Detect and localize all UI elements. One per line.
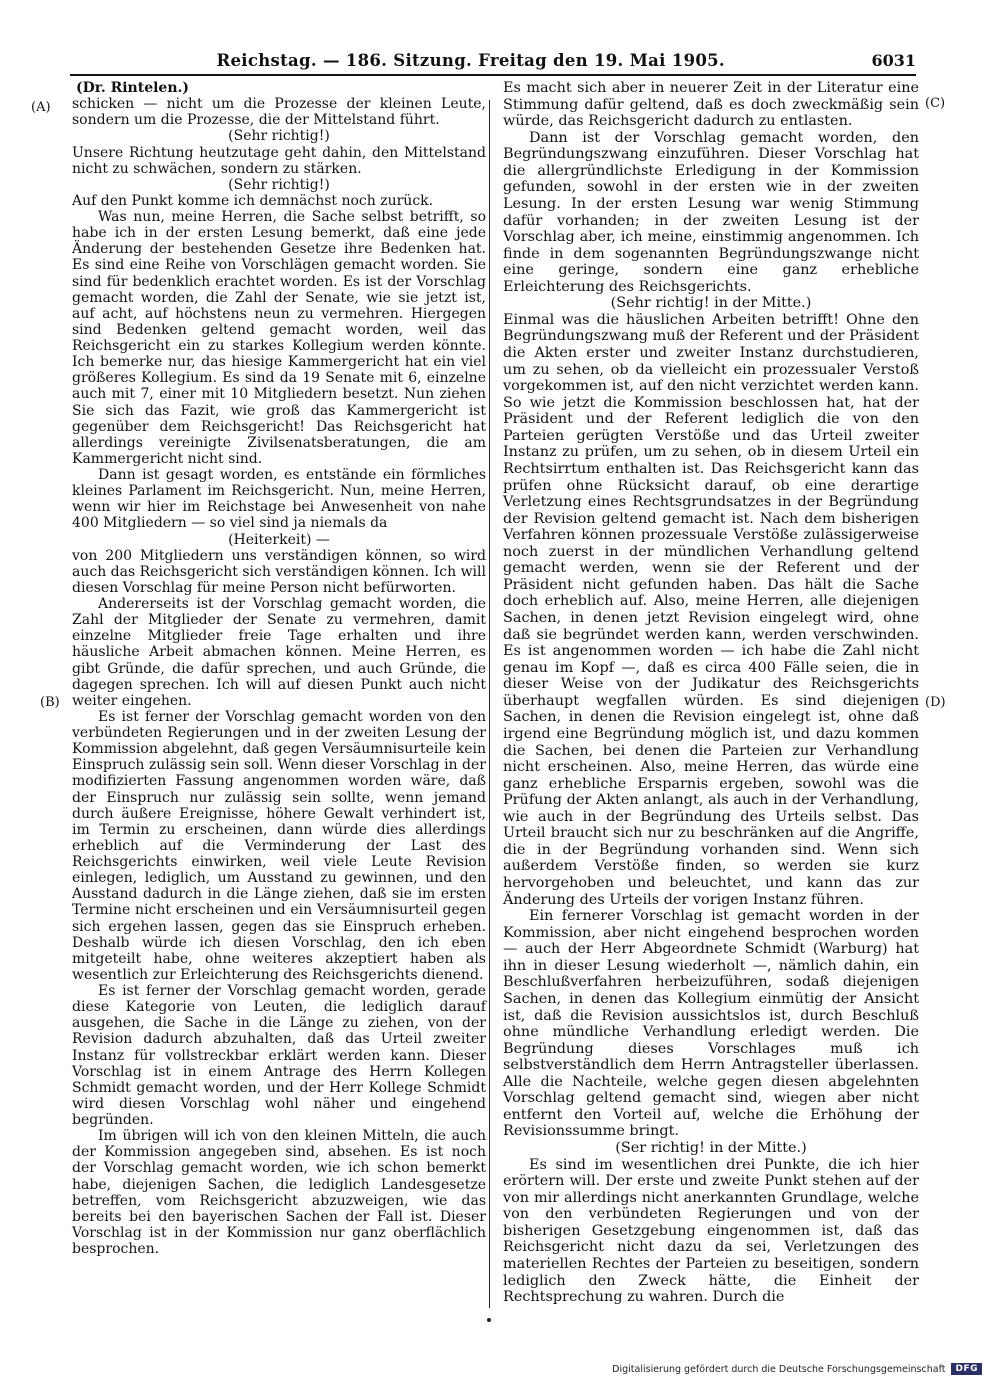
- interjection: (Sehr richtig!): [228, 128, 330, 145]
- paragraph: Es macht sich aber in neuerer Zeit in der Literatur eine Stimmung dafür geltend, daß es doch zweckmäßig sein würde, das Reichsgericht dadurch zu entlasten.: [503, 80, 919, 130]
- margin-marker-b: (B): [40, 695, 60, 710]
- page-number: 6031: [871, 51, 916, 70]
- paragraph: Andererseits ist der Vorschlag gemacht worden, die Zahl der Mitglieder der Senate zu vermehren, damit einzelne Mitglieder freie Tage erhalten und ihre häusliche Arbeit abmachen können. Meine Herren, es gibt Gründe, die dafür sprechen, und auch Gründe, die dagegen sprechen. Ich will auf diesen Punkt auch nicht weiter eingehen.: [72, 596, 486, 709]
- paragraph: Einmal was die häuslichen Arbeiten betrifft! Ohne den Begründungszwang muß der Referent und der Präsident die Akten erster und zweiter Instanz durchstudieren, um zu sehen, ob da vielleicht ein prozessualer Verstoß vorgekommen ist, auf den nicht verzichtet werden kann. So wie jetzt die Kommission beschlossen hat, hat der Präsident und der Referent lediglich die von den Parteien gerügten Verstöße und das Urteil zweiter Instanz zu prüfen, um zu sehen, ob in diesem Urteil ein Rechtsirrtum enthalten ist. Das Reichsgericht kann das prüfen ohne Rücksicht darauf, ob eine derartige Verletzung eines Rechtsgrundsatzes in der Begründung der Revision geltend gemacht ist. Nach dem bisherigen Verfahren können prozessuale Verstöße zulässigerweise noch zuerst in der mündlichen Verhandlung geltend gemacht werden, wenn sie der Referent und der Präsident nicht gefunden haben. Das hält die Sache doch erheblich auf. Also, meine Herren, alle diejenigen Sachen, in denen jetzt Revision eingelegt wird, ohne daß sie begründet werden kann, werden verschwinden. Es ist angenommen worden — ich habe die Zahl nicht genau im Kopf —, daß es circa 400 Fälle seien, die in dieser Weise von der Judikatur des Reichsgerichts überhaupt wegfallen würden. Es sind diejenigen Sachen, in denen die Revision eingelegt ist, ohne daß irgend eine Begründung möglich ist, und dazu kommen die Sachen, bei denen die Parteien zur Verhandlung nicht erscheinen. Also, meine Herren, das würde eine ganz erhebliche Ersparnis ergeben, sowohl was die Prüfung der Akten anlangt, als auch in der Verhandlung, wie auch in der Begründung des Urteils selbst. Das Urteil braucht sich nur zu beschränken auf die Angriffe, die in der Begründung vorhanden sind. Wenn sich außerdem Verstöße finden, so werden sie kurz hervorgehoben und beleuchtet, und kann das zur Änderung des Urteils der vorigen Instanz führen.: [503, 311, 919, 908]
- dfg-logo: DFG: [951, 1363, 982, 1375]
- margin-marker-d: (D): [925, 695, 946, 710]
- left-column: [72, 80, 486, 1257]
- paragraph: von 200 Mitgliedern uns verständigen können, so wird auch das Reichsgericht sich verständigen können. Ich will diesen Vorschlag für meine Person nicht befürworten.: [72, 547, 486, 596]
- paragraph: Es sind im wesentlichen drei Punkte, die ich hier erörtern will. Der erste und zweite Punkt stehen auf der von mir allerdings nicht anerkannten Grundlage, welche von den verbündeten Regierungen und von der bisherigen Gesetzgebung eingenommen ist, daß das Reichsgericht nicht dazu da sei, Verletzungen des materiellen Rechtes der Parteien zu beseitigen, sondern lediglich den Zweck hätte, die Einheit der Rechtsprechung zu wahren. Durch die: [503, 1156, 919, 1306]
- paragraph: Es ist ferner der Vorschlag gemacht worden von den verbündeten Regierungen und in der zweiten Lesung der Kommission abgelehnt, daß gegen Versäumnisurteile kein Einspruch zulässig sein soll. Wenn dieser Vorschlag in der modifizierten Fassung angenommen worden wäre, daß der Einspruch nur zulässig sein sollte, wenn jemand durch äußere Ereignisse, höhere Gewalt verhindert ist, im Termin zu erscheinen, dann würde dies allerdings erheblich auf die Verminderung der Last des Reichsgerichts einwirken, weil viele Leute Revision einlegen, lediglich, um Ausstand zu gewinnen, und den Ausstand dadurch in die Länge ziehen, daß sie im ersten Termine nicht erscheinen und ein Versäumnisurteil gegen sich ergehen lassen, gegen das sie Einspruch erheben. Deshalb würde ich diesen Vorschlag, den ich eben mitgeteilt habe, ohne weiteres akzeptiert haben als wesentlich zur Erleichterung des Reichsgerichts dienend.: [72, 708, 486, 983]
- page-footer: [612, 1363, 982, 1375]
- right-column: [503, 80, 919, 1306]
- paragraph: Dann ist der Vorschlag gemacht worden, den Begründungszwang einzuführen. Dieser Vorschlag hat die allergründlichste Erledigung in der Kommission gefunden, sowohl in der ersten wie in der zweiten Lesung. In der ersten Lesung war wenig Stimmung dafür vorhanden; in der zweiten Lesung ist der Vorschlag aber, ich meine, einstimmig angenommen. Ich finde in dem sogenannten Begründungszwange nicht eine geringe, sondern eine ganz erhebliche Erleichterung des Reichsgerichts.: [503, 129, 919, 295]
- paragraph: Dann ist gesagt worden, es entstände ein förmliches kleines Parlament im Reichsgericht. Nun, meine Herren, wenn wir hier im Reichstage bei Anwesenheit von nahe 400 Mitgliedern — so viel sind ja niemals da: [72, 467, 486, 532]
- paragraph: Was nun, meine Herren, die Sache selbst betrifft, so habe ich in der ersten Lesung bemerkt, daß eine jede Änderung der bestehenden Gesetze ihre Bedenken hat. Es sind eine Reihe von Vorschlägen gemacht worden. Sie sind für bedenklich erachtet worden. Es ist der Vorschlag gemacht worden, die Zahl der Senate, wie sie jetzt ist, auf acht, auf höchstens neun zu vermehren. Hiergegen sind Bedenken geltend gemacht worden, weil das Reichsgericht ein zu starkes Kollegium werden könnte. Ich bemerke nur, das hiesige Kammergericht hat ein viel größeres Kollegium. Es sind da 19 Senate mit 6, einzelne auch mit 7, einer mit 10 Mitgliedern besetzt. Nun ziehen Sie sich das Fazit, wie groß das Kammergericht ist gegenüber dem Reichsgericht! Das Reichsgericht hat allerdings vereinigte Zivilsenatsberatungen, die am Kammergericht nicht sind.: [72, 209, 486, 467]
- paragraph: Es ist ferner der Vorschlag gemacht worden, gerade diese Kategorie von Leuten, die lediglich darauf ausgehen, die Sache in die Länge zu ziehen, von der Revision dadurch abzuhalten, daß das Urteil zweiter Instanz für vollstreckbar erklärt werden kann. Dieser Vorschlag ist in einem Antrage des Herrn Kollegen Schmidt gemacht worden, und der Herr Kollege Schmidt wird diesen Vorschlag wohl näher und eingehend begründen.: [72, 983, 486, 1128]
- paragraph: Unsere Richtung heutzutage geht dahin, den Mittelstand nicht zu schwächen, sondern zu stärken.: [72, 144, 486, 177]
- paragraph: Ein fernerer Vorschlag ist gemacht worden in der Kommission, aber nicht eingehend besprochen worden — auch der Herr Abgeordnete Schmidt (Warburg) hat ihn in dieser Lesung wiederholt —, nämlich dahin, ein Beschlußverfahren herbeizuführen, sodaß diejenigen Sachen, in denen das Kollegium einmütig der Ansicht ist, daß die Revision aussichtslos ist, durch Beschluß ohne mündliche Verhandlung erledigt werden. Die Begründung dieses Vorschlages muß ich selbstverständlich dem Herrn Antragsteller überlassen. Alle die Nachteile, welche gegen diesen abgelehnten Vorschlag geltend gemacht sind, wiegen aber nicht entfernt den Vorteil auf, welche die Erhöhung der Revisionssumme bringt.: [503, 908, 919, 1140]
- interjection: (Ser richtig! in der Mitte.): [615, 1140, 807, 1156]
- page-header: [70, 46, 916, 76]
- paragraph: schicken — nicht um die Prozesse der kleinen Leute, sondern um die Prozesse, die der Mittelstand führt.: [72, 96, 486, 129]
- column-rule: [489, 100, 490, 1308]
- speaker-label: (Dr. Rintelen.): [76, 80, 190, 96]
- paragraph: Im übrigen will ich von den kleinen Mitteln, die auch der Kommission angegeben sind, absehen. Es ist noch der Vorschlag gemacht worden, wie ich schon bemerkt habe, diejenigen Sachen, die lediglich Landesgesetze betreffen, vom Reichsgericht abzuzweigen, wie das bereits bei den bayerischen Sachen der Fall ist. Dieser Vorschlag ist in der Kommission nur ganz oberflächlich besprochen.: [72, 1128, 486, 1257]
- margin-marker-a: (A): [31, 100, 51, 115]
- interjection: (Heiterkeit) —: [228, 531, 330, 548]
- interjection: (Sehr richtig! in der Mitte.): [610, 295, 812, 312]
- interjection: (Sehr richtig!): [228, 176, 330, 193]
- paragraph: Auf den Punkt komme ich demnächst noch zurück.: [72, 192, 434, 209]
- footer-text: Digitalisierung gefördert durch die Deutsche Forschungsgemeinschaft: [612, 1363, 946, 1375]
- margin-marker-c: (C): [925, 96, 946, 111]
- running-head: Reichstag. — 186. Sitzung. Freitag den 19. Mai 1905.: [216, 51, 725, 70]
